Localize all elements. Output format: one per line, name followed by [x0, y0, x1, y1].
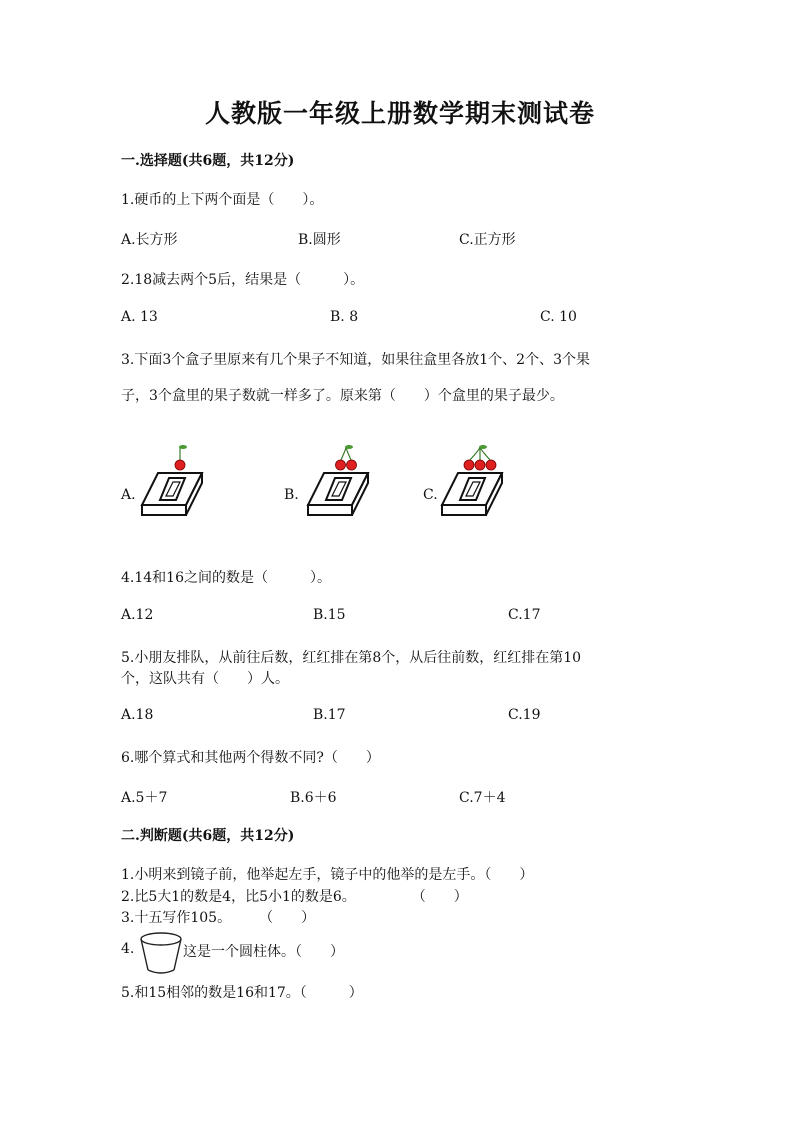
q2-option-b: B. 8: [330, 309, 359, 325]
q1-option-b: B.圆形: [298, 232, 341, 248]
box-front-face: [142, 505, 186, 515]
q2-option-a: A. 13: [121, 309, 158, 325]
cherry-fruit: [175, 460, 185, 470]
q3-label-b: B.: [284, 487, 299, 503]
fruit-box-c: [440, 445, 510, 520]
section-heading-choice: 一.选择题(共6题，共12分): [121, 153, 295, 169]
judgement-item-4-number: 4.: [121, 941, 135, 957]
q6-option-b: B.6＋6: [290, 790, 337, 806]
judgement-item-3: 3.十五写作105。 （ ）: [121, 910, 316, 926]
cherry-leaf: [345, 445, 353, 449]
q4-option-c: C.17: [508, 607, 541, 623]
question-6: 6.哪个算式和其他两个得数不同?（ ）: [121, 750, 380, 766]
cherry-stem: [341, 447, 347, 461]
q5-option-c: C.19: [508, 707, 541, 723]
fruit-box-b: [306, 445, 376, 520]
page-title: 人教版一年级上册数学期末测试卷: [204, 99, 595, 128]
cup-figure: [138, 930, 184, 976]
cherry-stem: [346, 447, 352, 461]
q5-option-a: A.18: [121, 707, 154, 723]
judgement-item-2: 2.比5大1的数是4，比5小1的数是6。 （ ）: [121, 889, 468, 905]
judgement-item-4: 这是一个圆柱体。（ ）: [183, 944, 344, 960]
cherry-leaf: [179, 445, 187, 449]
cherry-leaf: [479, 445, 487, 449]
question-3-line-2: 子，3个盒里的果子数就一样多了。原来第（ ）个盒里的果子最少。: [121, 388, 564, 404]
q3-label-a: A.: [121, 487, 136, 503]
q4-option-a: A.12: [121, 607, 154, 623]
q1-option-c: C.正方形: [459, 232, 516, 248]
cherry-stem: [469, 447, 480, 461]
question-1: 1.硬币的上下两个面是（ ）。: [121, 192, 324, 208]
question-3-line-1: 3.下面3个盒子里原来有几个果子不知道，如果往盒里各放1个、2个、3个果: [121, 352, 590, 368]
question-4: 4.14和16之间的数是（ ）。: [121, 570, 331, 586]
q2-option-c: C. 10: [540, 309, 577, 325]
q1-option-a: A.长方形: [121, 232, 178, 248]
q6-option-c: C.7＋4: [459, 790, 506, 806]
cherry-fruit: [486, 460, 496, 470]
question-5-line-2: 个，这队共有（ ）人。: [121, 671, 289, 687]
cherry-fruit: [464, 460, 474, 470]
cherry-fruit: [336, 460, 346, 470]
cherry-stem: [480, 447, 491, 461]
q6-option-a: A.5＋7: [121, 790, 168, 806]
judgement-item-5: 5.和15相邻的数是16和17。（ ）: [121, 985, 363, 1001]
judgement-item-1: 1.小明来到镜子前，他举起左手，镜子中的他举的是左手。（ ）: [121, 867, 534, 883]
cherry-fruit: [475, 460, 485, 470]
question-5-line-1: 5.小朋友排队，从前往后数，红红排在第8个，从后往前数，红红排在第10: [121, 650, 582, 666]
cherry-fruit: [347, 460, 357, 470]
box-front-face: [442, 505, 486, 515]
q4-option-b: B.15: [313, 607, 346, 623]
q5-option-b: B.17: [313, 707, 346, 723]
question-2: 2.18减去两个5后，结果是（ ）。: [121, 272, 365, 288]
section-heading-judgement: 二.判断题(共6题，共12分): [121, 828, 295, 844]
q3-label-c: C.: [423, 487, 438, 503]
box-front-face: [308, 505, 352, 515]
fruit-box-a: [140, 445, 210, 520]
